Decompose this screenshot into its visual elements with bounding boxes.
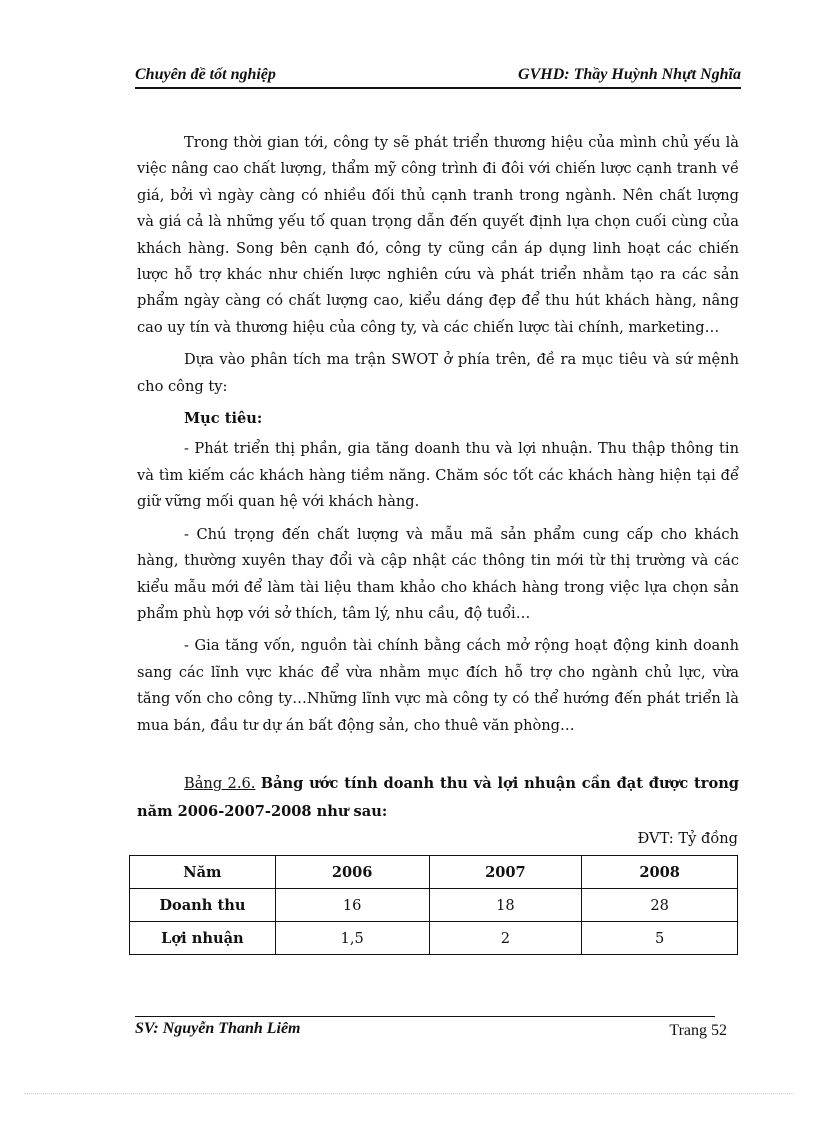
table-cell: 1,5 [275, 922, 429, 955]
unit-label: ĐVT: Tỷ đồng [637, 830, 738, 847]
data-table [129, 855, 738, 955]
paragraph-3: - Phát triển thị phần, gia tăng doanh thu và lợi nhuận. Thu thập thông tin và tìm kiếm các khách hàng tiềm năng. Chăm sóc tốt các khách hàng hiện tại để giữ vững mối quan hệ với khách hàng. [137, 440, 739, 511]
header-cell: 2007 [429, 856, 582, 889]
header-right: GVHD: Thầy Huỳnh Nhựt Nghĩa [518, 66, 741, 83]
table-caption [137, 770, 739, 826]
section-heading: Mục tiêu: [184, 410, 263, 428]
table-caption-label: Bảng 2.6. [184, 775, 256, 792]
row-label: Doanh thu [130, 889, 276, 922]
paragraph-4: - Chú trọng đến chất lượng và mẫu mã sản phẩm cung cấp cho khách hàng, thường xuyên thay đổi và cập nhật các thông tin mới từ thị trường và các kiểu mẫu mới để làm tài liệu tham khảo cho khách hàng trong việc lựa chọn sản phẩm phù hợp với sở thích, tâm lý, nhu cầu, độ tuổi… [137, 525, 739, 622]
table-cell: 16 [275, 889, 429, 922]
paragraph-5: - Gia tăng vốn, nguồn tài chính bằng cách mở rộng hoạt động kinh doanh sang các lĩnh vực khác để vừa nhằm mục đích hỗ trợ cho ngành chủ lực, vừa tăng vốn cho công ty…Những lĩnh vực mà công ty có thể hướng đến phát triển là mua bán, đầu tư dự án bất động sản, cho thuê văn phòng… [137, 637, 739, 734]
footer-divider [135, 1016, 715, 1017]
header-cell: 2008 [582, 856, 738, 889]
footer-student: SV: Nguyễn Thanh Liêm [135, 1020, 301, 1037]
table-cell: 5 [582, 922, 738, 955]
row-label: Lợi nhuận [130, 922, 276, 955]
table-row [130, 922, 738, 955]
table-header-row [130, 856, 738, 889]
table-row [130, 889, 738, 922]
paragraph-1: Trong thời gian tới, công ty sẽ phát triển thương hiệu của mình chủ yếu là việc nâng cao chất lượng, thẩm mỹ công trình đi đôi với chiến lược cạnh tranh về giá, bởi vì ngày càng có nhiều đối thủ cạnh tranh trong ngành. Nên chất lượng và giá cả là những yếu tố quan trọng dẫn đến quyết định lựa chọn cuối cùng của khách hàng. Song bên cạnh đó, công ty cũng cần áp dụng linh hoạt các chiến lược hỗ trợ khác như chiến lược nghiên cứu và phát triển nhằm tạo ra các sản phẩm ngày càng có chất lượng cao, kiểu dáng đẹp để thu hút khách hàng, nâng cao uy tín và thương hiệu của công ty, và các chiến lược tài chính, marketing… [137, 134, 739, 336]
page-bottom-dotted-line [24, 1093, 794, 1094]
body-text [137, 130, 739, 745]
paragraph-2: Dựa vào phân tích ma trận SWOT ở phía trên, đề ra mục tiêu và sứ mệnh cho công ty: [137, 351, 739, 395]
footer-page-number: Trang 52 [669, 1022, 727, 1039]
header-cell: 2006 [275, 856, 429, 889]
header-cell: Năm [130, 856, 276, 889]
page-header [135, 66, 741, 89]
table-caption-title: Bảng ước tính doanh thu và lợi nhuận cần đạt được trong năm 2006-2007-2008 như sau: [137, 775, 740, 820]
table-cell: 2 [429, 922, 582, 955]
table-cell: 28 [582, 889, 738, 922]
table-cell: 18 [429, 889, 582, 922]
header-left: Chuyên đề tốt nghiệp [135, 66, 276, 83]
